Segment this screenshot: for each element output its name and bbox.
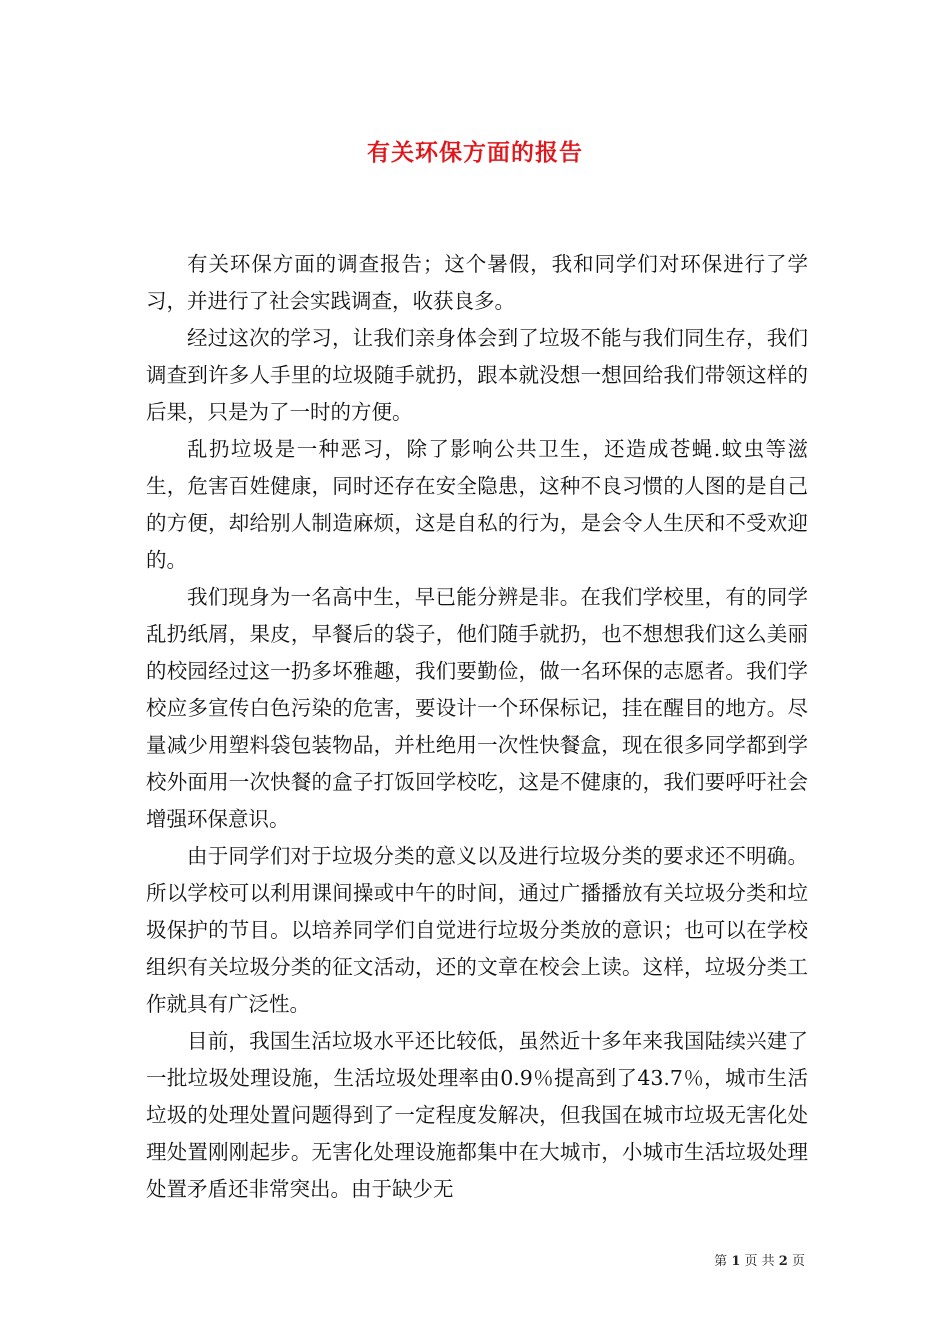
paragraph-4: 我们现身为一名高中生，早已能分辨是非。在我们学校里，有的同学乱扔纸屑，果皮，早餐后的袋子，他们随手就扔，也不想想我们这么美丽的校园经过这一扔多坏雅趣，我们要勤俭，做一名环保的志愿者。我们学校应多宣传白色污染的危害，要设计一个环保标记，挂在醒目的地方。尽量减少用塑料袋包装物品，并杜绝用一次性快餐盒，现在很多同学都到学校外面用一次快餐的盒子打饭回学校吃，这是不健康的，我们要呼吁社会增强环保意识。 (146, 585, 808, 831)
page-number-footer (714, 1250, 805, 1269)
footer-total-pages: 2 (778, 1254, 788, 1269)
footer-middle: 页 共 (744, 1254, 775, 1269)
paragraph-3: 乱扔垃圾是一种恶习，除了影响公共卫生，还造成苍蝇.蚊虫等滋生，危害百姓健康，同时还存在安全隐患，这种不良习惯的人图的是自己的方便，却给别人制造麻烦，这是自私的行为，是会令人生厌和不受欢迎的。 (146, 437, 808, 572)
footer-current-page: 1 (731, 1254, 741, 1269)
paragraph-2: 经过这次的学习，让我们亲身体会到了垃圾不能与我们同生存，我们调查到许多人手里的垃圾随手就扔，跟本就没想一想回给我们带领这样的后果，只是为了一时的方便。 (146, 326, 808, 424)
paragraph-1: 有关环保方面的调查报告；这个暑假，我和同学们对环保进行了学习，并进行了社会实践调查，收获良多。 (146, 252, 808, 313)
document-body (146, 246, 808, 1208)
footer-prefix: 第 (714, 1254, 728, 1269)
paragraph-6: 目前，我国生活垃圾水平还比较低，虽然近十多年来我国陆续兴建了一批垃圾处理设施，生活垃圾处理率由0.9％提高到了43.7％，城市生活垃圾的处理处置问题得到了一定程度发解决，但我国在城市垃圾无害化处理处置刚刚起步。无害化处理设施都集中在大城市，小城市生活垃圾处理处置矛盾还非常突出。由于缺少无 (146, 1029, 808, 1201)
footer-suffix: 页 (791, 1254, 805, 1269)
page-title: 有关环保方面的报告 (367, 139, 583, 166)
paragraph-5: 由于同学们对于垃圾分类的意义以及进行垃圾分类的要求还不明确。所以学校可以利用课间操或中午的时间，通过广播播放有关垃圾分类和垃圾保护的节目。以培养同学们自觉进行垃圾分类放的意识；也可以在学校组织有关垃圾分类的征文活动，还的文章在校会上读。这样，垃圾分类工作就具有广泛性。 (146, 844, 808, 1016)
